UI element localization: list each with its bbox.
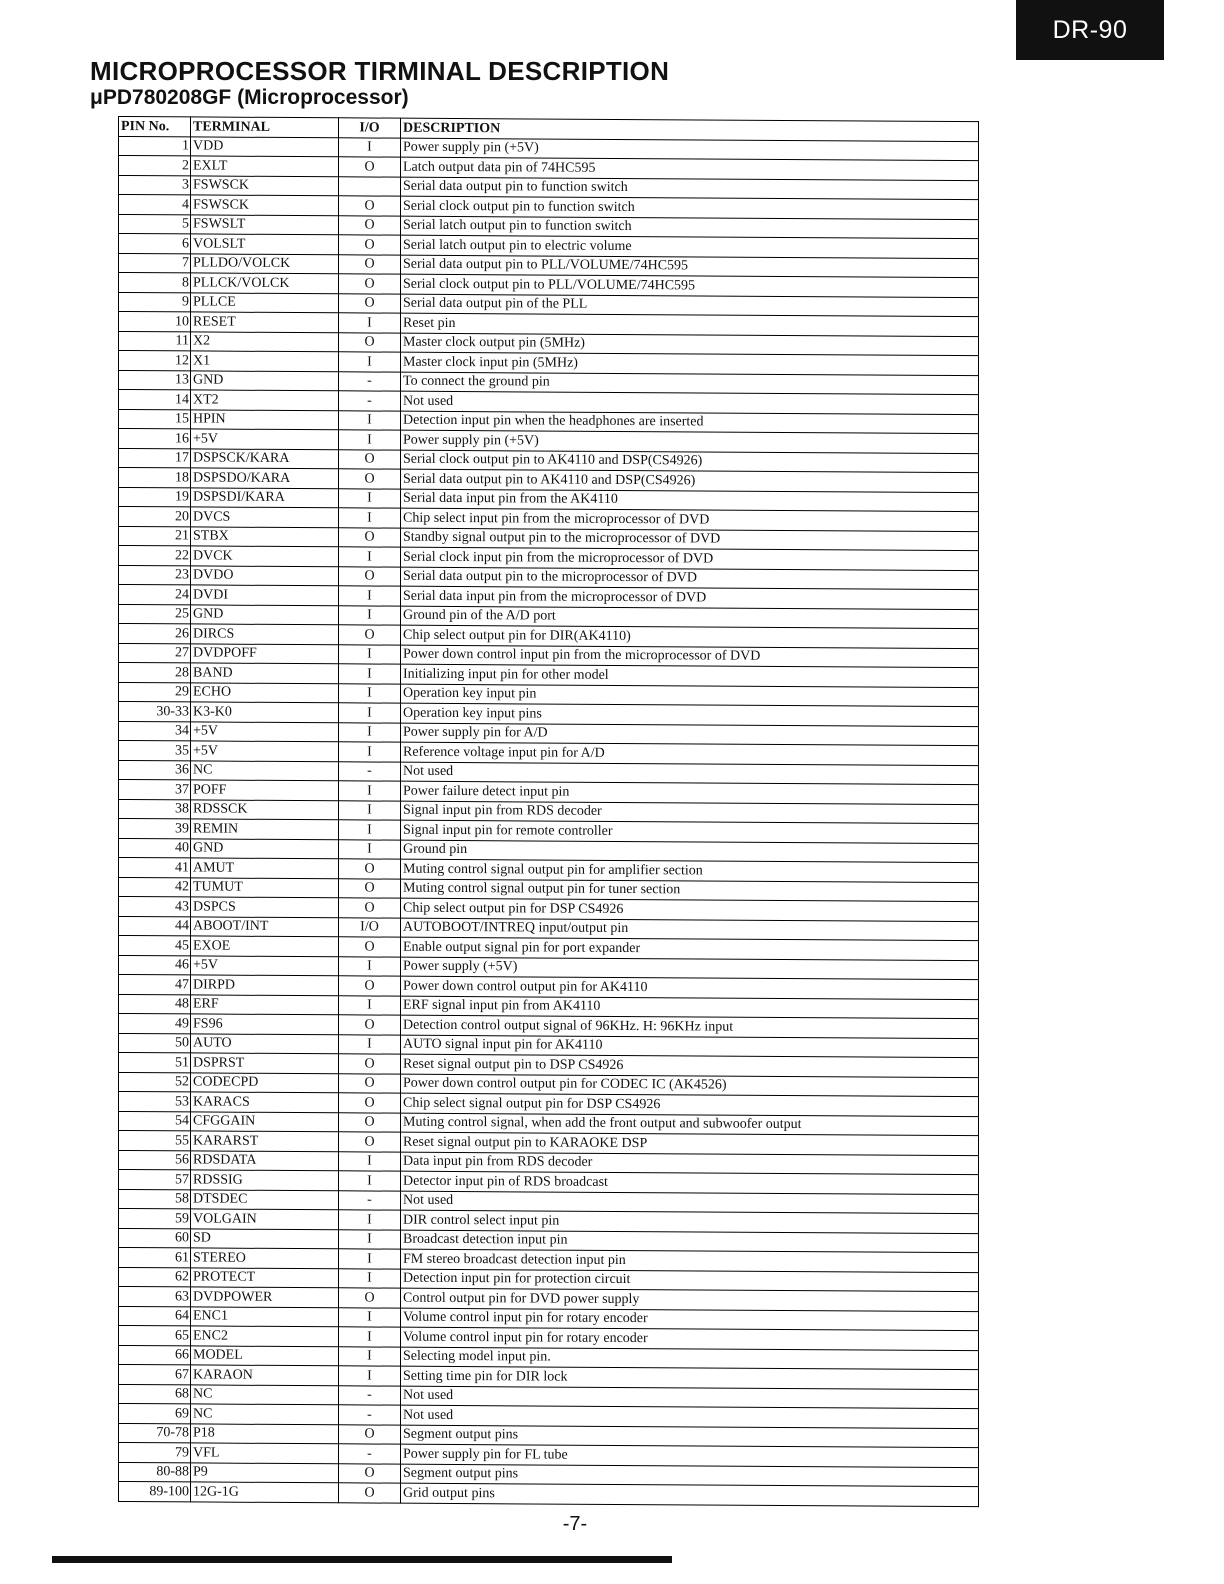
io-cell: O xyxy=(339,293,401,313)
terminal-cell: TUMUT xyxy=(191,877,339,897)
terminal-cell: STBX xyxy=(191,526,339,546)
description-cell: Operation key input pins xyxy=(401,703,979,726)
pin-number-cell: 8 xyxy=(119,273,191,293)
terminal-cell: ENC1 xyxy=(191,1306,339,1326)
description-cell: Power down control output pin for AK4110 xyxy=(401,976,979,999)
description-cell: Serial clock output pin to function switch xyxy=(401,196,979,219)
description-cell: Power down control input pin from the microprocessor of DVD xyxy=(401,645,979,668)
description-cell: Broadcast detection input pin xyxy=(401,1230,979,1253)
description-cell: Chip select signal output pin for DSP CS4926 xyxy=(401,1093,979,1116)
pin-number-cell: 1 xyxy=(119,136,191,156)
description-cell: Volume control input pin for rotary encoder xyxy=(401,1327,979,1350)
pin-number-cell: 68 xyxy=(119,1384,191,1404)
io-cell: O xyxy=(339,1288,401,1308)
terminal-cell: HPIN xyxy=(191,409,339,429)
pin-number-cell: 61 xyxy=(119,1248,191,1268)
io-cell: O xyxy=(339,1093,401,1113)
description-cell: Serial data input pin from the AK4110 xyxy=(401,489,979,512)
terminal-cell: DVDO xyxy=(191,565,339,585)
io-cell: - xyxy=(339,1444,401,1464)
io-cell: O xyxy=(339,274,401,294)
description-cell: Serial latch output pin to electric volume xyxy=(401,235,979,258)
description-cell: Power supply pin for A/D xyxy=(401,723,979,746)
pin-number-cell: 43 xyxy=(119,897,191,917)
terminal-cell: +5V xyxy=(191,955,339,975)
pin-number-cell: 64 xyxy=(119,1306,191,1326)
description-cell: Detection input pin when the headphones are inserted xyxy=(401,411,979,434)
terminal-cell: XT2 xyxy=(191,390,339,410)
terminal-cell: DSPCS xyxy=(191,897,339,917)
terminal-cell: POFF xyxy=(191,780,339,800)
terminal-cell: +5V xyxy=(191,721,339,741)
description-cell: Power down control output pin for CODEC IC (AK4526) xyxy=(401,1074,979,1097)
io-cell: I xyxy=(339,1171,401,1191)
terminal-cell: MODEL xyxy=(191,1345,339,1365)
io-cell: O xyxy=(339,1015,401,1035)
pin-number-cell: 39 xyxy=(119,819,191,839)
pin-number-cell: 12 xyxy=(119,351,191,371)
io-cell: I xyxy=(339,1151,401,1171)
description-cell: Setting time pin for DIR lock xyxy=(401,1366,979,1389)
terminal-cell: KARARST xyxy=(191,1131,339,1151)
io-cell: O xyxy=(339,157,401,177)
pin-number-cell: 79 xyxy=(119,1443,191,1463)
description-cell: Grid output pins xyxy=(401,1483,979,1506)
terminal-cell: VDD xyxy=(191,136,339,156)
terminal-cell: VOLGAIN xyxy=(191,1209,339,1229)
terminal-cell: DVDPOWER xyxy=(191,1287,339,1307)
pin-number-cell: 19 xyxy=(119,487,191,507)
description-cell: Chip select output pin for DIR(AK4110) xyxy=(401,625,979,648)
description-cell: Initializing input pin for other model xyxy=(401,664,979,687)
terminal-cell: DSPSDI/KARA xyxy=(191,487,339,507)
pin-number-cell: 46 xyxy=(119,955,191,975)
description-cell: Muting control signal output pin for tuner section xyxy=(401,879,979,902)
terminal-cell: PLLDO/VOLCK xyxy=(191,253,339,273)
pin-number-cell: 9 xyxy=(119,292,191,312)
io-cell: O xyxy=(339,937,401,957)
description-cell: Segment output pins xyxy=(401,1464,979,1487)
io-cell: O xyxy=(339,898,401,918)
io-cell: O xyxy=(339,254,401,274)
terminal-cell: GND xyxy=(191,838,339,858)
pin-number-cell: 13 xyxy=(119,370,191,390)
io-cell: O xyxy=(339,215,401,235)
io-cell: I xyxy=(339,137,401,157)
pin-number-cell: 20 xyxy=(119,507,191,527)
io-cell: O xyxy=(339,1054,401,1074)
terminal-cell: EXLT xyxy=(191,156,339,176)
io-cell: O xyxy=(339,332,401,352)
description-cell: Serial clock output pin to PLL/VOLUME/74HC595 xyxy=(401,274,979,297)
pin-number-cell: 69 xyxy=(119,1404,191,1424)
terminal-cell: BAND xyxy=(191,663,339,683)
io-cell: O xyxy=(339,1463,401,1483)
pin-number-cell: 80-88 xyxy=(119,1462,191,1482)
io-cell: I xyxy=(339,508,401,528)
terminal-cell: FSWSCK xyxy=(191,175,339,195)
io-cell: O xyxy=(339,235,401,255)
description-cell: Selecting model input pin. xyxy=(401,1347,979,1370)
io-cell: I xyxy=(339,313,401,333)
io-cell: I xyxy=(339,664,401,684)
description-cell: Segment output pins xyxy=(401,1425,979,1448)
description-cell: Muting control signal output pin for amplifier section xyxy=(401,859,979,882)
io-cell: O xyxy=(339,469,401,489)
pin-number-cell: 54 xyxy=(119,1111,191,1131)
description-cell: Not used xyxy=(401,1191,979,1214)
terminal-cell: SD xyxy=(191,1228,339,1248)
io-cell: I xyxy=(339,995,401,1015)
description-cell: Reset signal output pin to KARAOKE DSP xyxy=(401,1132,979,1155)
pin-number-cell: 57 xyxy=(119,1170,191,1190)
description-cell: Signal input pin for remote controller xyxy=(401,820,979,843)
terminal-cell: DTSDEC xyxy=(191,1189,339,1209)
description-cell: Serial data output pin to function switch xyxy=(401,177,979,200)
io-cell: I xyxy=(339,605,401,625)
pin-number-cell: 25 xyxy=(119,604,191,624)
io-cell: I xyxy=(339,410,401,430)
io-cell: I xyxy=(339,742,401,762)
pin-number-cell: 56 xyxy=(119,1150,191,1170)
description-cell: Serial data input pin from the microprocessor of DVD xyxy=(401,586,979,609)
pin-number-cell: 3 xyxy=(119,175,191,195)
description-cell: Standby signal output pin to the microprocessor of DVD xyxy=(401,528,979,551)
description-cell: Signal input pin from RDS decoder xyxy=(401,801,979,824)
io-cell: O xyxy=(339,1112,401,1132)
io-cell: I xyxy=(339,1366,401,1386)
pin-number-cell: 2 xyxy=(119,156,191,176)
terminal-cell: PLLCK/VOLCK xyxy=(191,273,339,293)
terminal-cell: DIRPD xyxy=(191,975,339,995)
io-cell: I xyxy=(339,722,401,742)
description-cell: Master clock output pin (5MHz) xyxy=(401,333,979,356)
terminal-cell: NC xyxy=(191,1404,339,1424)
description-cell: Power supply pin (+5V) xyxy=(401,138,979,161)
pin-number-cell: 66 xyxy=(119,1345,191,1365)
terminal-cell: +5V xyxy=(191,429,339,449)
io-cell: I/O xyxy=(339,917,401,937)
page-title: MICROPROCESSOR TIRMINAL DESCRIPTION xyxy=(90,56,670,86)
io-cell: I xyxy=(339,956,401,976)
pin-number-cell: 89-100 xyxy=(119,1482,191,1502)
col-header-terminal: TERMINAL xyxy=(191,117,339,137)
terminal-cell: ERF xyxy=(191,994,339,1014)
io-cell: O xyxy=(339,625,401,645)
io-cell: I xyxy=(339,1034,401,1054)
io-cell: O xyxy=(339,976,401,996)
pin-number-cell: 5 xyxy=(119,214,191,234)
io-cell: I xyxy=(339,1210,401,1230)
pin-number-cell: 14 xyxy=(119,390,191,410)
terminal-cell: DSPSCK/KARA xyxy=(191,448,339,468)
pin-number-cell: 40 xyxy=(119,838,191,858)
page-number: -7- xyxy=(562,1513,588,1535)
pin-number-cell: 55 xyxy=(119,1131,191,1151)
terminal-cell: FSWSCK xyxy=(191,195,339,215)
pin-number-cell: 29 xyxy=(119,682,191,702)
io-cell: O xyxy=(339,1483,401,1503)
description-cell: Ground pin xyxy=(401,840,979,863)
description-cell: Muting control signal, when add the front output and subwoofer output xyxy=(401,1113,979,1136)
description-cell: ERF signal input pin from AK4110 xyxy=(401,996,979,1019)
terminal-cell: DVDPOFF xyxy=(191,643,339,663)
pin-number-cell: 7 xyxy=(119,253,191,273)
description-cell: Serial data output pin to the microprocessor of DVD xyxy=(401,567,979,590)
pin-number-cell: 45 xyxy=(119,936,191,956)
io-cell: I xyxy=(339,488,401,508)
io-cell: I xyxy=(339,1229,401,1249)
bottom-scan-bar xyxy=(52,1556,672,1563)
description-cell: Power supply pin (+5V) xyxy=(401,430,979,453)
io-cell: - xyxy=(339,371,401,391)
description-cell: Reference voltage input pin for A/D xyxy=(401,742,979,765)
pin-number-cell: 65 xyxy=(119,1326,191,1346)
description-cell: Serial clock input pin from the microprocessor of DVD xyxy=(401,547,979,570)
terminal-cell: ABOOT/INT xyxy=(191,916,339,936)
pin-number-cell: 59 xyxy=(119,1209,191,1229)
pin-number-cell: 6 xyxy=(119,234,191,254)
pin-number-cell: 21 xyxy=(119,526,191,546)
io-cell: I xyxy=(339,547,401,567)
description-cell: Serial clock output pin to AK4110 and DSP(CS4926) xyxy=(401,450,979,473)
pin-number-cell: 60 xyxy=(119,1228,191,1248)
description-cell: Ground pin of the A/D port xyxy=(401,606,979,629)
pin-number-cell: 62 xyxy=(119,1267,191,1287)
terminal-cell: DSPRST xyxy=(191,1053,339,1073)
terminal-cell: DSPSDO/KARA xyxy=(191,468,339,488)
pin-number-cell: 27 xyxy=(119,643,191,663)
io-cell: I xyxy=(339,683,401,703)
io-cell: O xyxy=(339,566,401,586)
pin-number-cell: 22 xyxy=(119,546,191,566)
page-subtitle: μPD780208GF (Microprocessor) xyxy=(90,86,409,109)
pin-number-cell: 35 xyxy=(119,741,191,761)
terminal-cell: RDSDATA xyxy=(191,1150,339,1170)
terminal-cell: NC xyxy=(191,760,339,780)
io-cell: O xyxy=(339,449,401,469)
pin-number-cell: 63 xyxy=(119,1287,191,1307)
description-cell: Serial data output pin to PLL/VOLUME/74HC595 xyxy=(401,255,979,278)
pin-number-cell: 17 xyxy=(119,448,191,468)
io-cell: - xyxy=(339,761,401,781)
terminal-cell: EXOE xyxy=(191,936,339,956)
pin-number-cell: 52 xyxy=(119,1072,191,1092)
pin-number-cell: 4 xyxy=(119,195,191,215)
pin-number-cell: 36 xyxy=(119,760,191,780)
description-cell: Volume control input pin for rotary encoder xyxy=(401,1308,979,1331)
description-cell: Not used xyxy=(401,1386,979,1409)
terminal-cell: STEREO xyxy=(191,1248,339,1268)
io-cell: I xyxy=(339,586,401,606)
io-cell: - xyxy=(339,1405,401,1425)
pin-number-cell: 53 xyxy=(119,1092,191,1112)
pin-number-cell: 47 xyxy=(119,975,191,995)
io-cell: I xyxy=(339,1268,401,1288)
io-cell: - xyxy=(339,1190,401,1210)
terminal-cell: GND xyxy=(191,370,339,390)
pin-number-cell: 44 xyxy=(119,916,191,936)
io-cell: O xyxy=(339,1424,401,1444)
terminal-cell: FS96 xyxy=(191,1014,339,1034)
io-cell: O xyxy=(339,527,401,547)
pin-number-cell: 28 xyxy=(119,663,191,683)
col-header-pin: PIN No. xyxy=(119,117,191,137)
pin-number-cell: 26 xyxy=(119,624,191,644)
io-cell: O xyxy=(339,196,401,216)
description-cell: Chip select output pin for DSP CS4926 xyxy=(401,898,979,921)
description-cell: Not used xyxy=(401,762,979,785)
terminal-cell: 12G-1G xyxy=(191,1482,339,1502)
terminal-cell: CODECPD xyxy=(191,1072,339,1092)
terminal-cell: X1 xyxy=(191,351,339,371)
description-cell: Serial latch output pin to function switch xyxy=(401,216,979,239)
io-cell: I xyxy=(339,800,401,820)
col-header-description: DESCRIPTION xyxy=(401,118,979,141)
terminal-cell: +5V xyxy=(191,741,339,761)
pin-number-cell: 58 xyxy=(119,1189,191,1209)
terminal-table xyxy=(118,116,979,1507)
io-cell: I xyxy=(339,781,401,801)
pin-number-cell: 15 xyxy=(119,409,191,429)
description-cell: Power supply (+5V) xyxy=(401,957,979,980)
terminal-cell: AUTO xyxy=(191,1033,339,1053)
pin-number-cell: 11 xyxy=(119,331,191,351)
io-cell: I xyxy=(339,1327,401,1347)
terminal-cell: CFGGAIN xyxy=(191,1111,339,1131)
io-cell: I xyxy=(339,703,401,723)
io-cell: O xyxy=(339,1132,401,1152)
terminal-cell: RDSSCK xyxy=(191,799,339,819)
terminal-cell: P9 xyxy=(191,1462,339,1482)
io-cell: O xyxy=(339,859,401,879)
io-cell: I xyxy=(339,820,401,840)
description-cell: Serial data output pin of the PLL xyxy=(401,294,979,317)
terminal-cell: FSWSLT xyxy=(191,214,339,234)
terminal-cell: KARAON xyxy=(191,1365,339,1385)
io-cell: I xyxy=(339,1249,401,1269)
description-cell: Data input pin from RDS decoder xyxy=(401,1152,979,1175)
pin-number-cell: 16 xyxy=(119,429,191,449)
description-cell: DIR control select input pin xyxy=(401,1210,979,1233)
io-cell: I xyxy=(339,1346,401,1366)
pin-number-cell: 50 xyxy=(119,1033,191,1053)
terminal-cell: X2 xyxy=(191,331,339,351)
terminal-cell: RDSSIG xyxy=(191,1170,339,1190)
terminal-cell: DIRCS xyxy=(191,624,339,644)
table-row xyxy=(119,1482,979,1507)
terminal-cell: PLLCE xyxy=(191,292,339,312)
description-cell: Not used xyxy=(401,391,979,414)
description-cell: Detector input pin of RDS broadcast xyxy=(401,1171,979,1194)
pin-number-cell: 24 xyxy=(119,585,191,605)
terminal-cell: REMIN xyxy=(191,819,339,839)
pin-number-cell: 49 xyxy=(119,1014,191,1034)
pin-number-cell: 48 xyxy=(119,994,191,1014)
description-cell: Enable output signal pin for port expander xyxy=(401,937,979,960)
description-cell: Serial data output pin to AK4110 and DSP(CS4926) xyxy=(401,469,979,492)
terminal-cell: DVCK xyxy=(191,546,339,566)
description-cell: Reset pin xyxy=(401,313,979,336)
pin-number-cell: 70-78 xyxy=(119,1423,191,1443)
io-cell: O xyxy=(339,1073,401,1093)
description-cell: AUTO signal input pin for AK4110 xyxy=(401,1035,979,1058)
description-cell: Not used xyxy=(401,1405,979,1428)
description-cell: Reset signal output pin to DSP CS4926 xyxy=(401,1054,979,1077)
terminal-cell: ENC2 xyxy=(191,1326,339,1346)
description-cell: Chip select input pin from the microprocessor of DVD xyxy=(401,508,979,531)
terminal-cell: K3-K0 xyxy=(191,702,339,722)
io-cell: - xyxy=(339,391,401,411)
io-cell: I xyxy=(339,839,401,859)
model-badge: DR-90 xyxy=(1016,0,1164,60)
terminal-cell: RESET xyxy=(191,312,339,332)
io-cell: I xyxy=(339,1307,401,1327)
col-header-io: I/O xyxy=(339,118,401,138)
terminal-cell: ECHO xyxy=(191,682,339,702)
pin-number-cell: 37 xyxy=(119,780,191,800)
terminal-cell: VFL xyxy=(191,1443,339,1463)
description-cell: AUTOBOOT/INTREQ input/output pin xyxy=(401,918,979,941)
io-cell: I xyxy=(339,352,401,372)
description-cell: Master clock input pin (5MHz) xyxy=(401,352,979,375)
description-cell: Detection control output signal of 96KHz. H: 96KHz input xyxy=(401,1015,979,1038)
description-cell: Latch output data pin of 74HC595 xyxy=(401,157,979,180)
pin-number-cell: 38 xyxy=(119,799,191,819)
terminal-cell: GND xyxy=(191,604,339,624)
pin-number-cell: 51 xyxy=(119,1053,191,1073)
io-cell: I xyxy=(339,644,401,664)
terminal-cell: VOLSLT xyxy=(191,234,339,254)
io-cell: I xyxy=(339,430,401,450)
description-cell: To connect the ground pin xyxy=(401,372,979,395)
terminal-cell: NC xyxy=(191,1384,339,1404)
description-cell: FM stereo broadcast detection input pin xyxy=(401,1249,979,1272)
io-cell xyxy=(339,176,401,196)
pin-number-cell: 30-33 xyxy=(119,702,191,722)
description-cell: Detection input pin for protection circuit xyxy=(401,1269,979,1292)
pin-number-cell: 34 xyxy=(119,721,191,741)
pin-number-cell: 41 xyxy=(119,858,191,878)
pin-number-cell: 23 xyxy=(119,565,191,585)
terminal-cell: DVDI xyxy=(191,585,339,605)
description-cell: Power failure detect input pin xyxy=(401,781,979,804)
description-cell: Operation key input pin xyxy=(401,684,979,707)
terminal-table-body xyxy=(119,136,979,1506)
io-cell: - xyxy=(339,1385,401,1405)
pin-number-cell: 67 xyxy=(119,1365,191,1385)
terminal-cell: AMUT xyxy=(191,858,339,878)
terminal-cell: DVCS xyxy=(191,507,339,527)
terminal-cell: KARACS xyxy=(191,1092,339,1112)
pin-number-cell: 42 xyxy=(119,877,191,897)
pin-number-cell: 10 xyxy=(119,312,191,332)
terminal-cell: PROTECT xyxy=(191,1267,339,1287)
description-cell: Power supply pin for FL tube xyxy=(401,1444,979,1467)
pin-number-cell: 18 xyxy=(119,468,191,488)
description-cell: Control output pin for DVD power supply xyxy=(401,1288,979,1311)
terminal-cell: P18 xyxy=(191,1423,339,1443)
io-cell: O xyxy=(339,878,401,898)
